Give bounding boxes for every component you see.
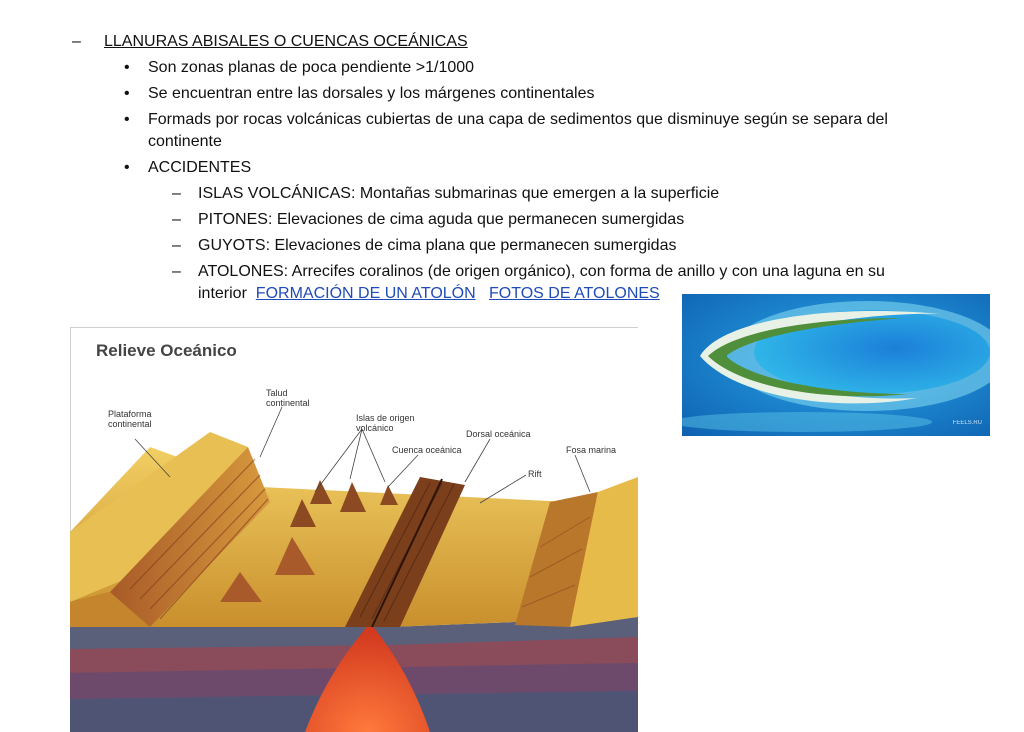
atoll-image — [682, 294, 990, 436]
bullet-item: Se encuentran entre las dorsales y los márgenes continentales — [148, 85, 595, 102]
label-fosa: Fosa marina — [566, 445, 617, 455]
sub-item-prefix: interior — [198, 285, 247, 302]
sub-item: PITONES: Elevaciones de cima aguda que permanecen sumergidas — [198, 211, 685, 228]
link-fotos-atolones[interactable]: FOTOS DE ATOLONES — [489, 285, 660, 302]
link-formacion-atolon[interactable]: FORMACIÓN DE UN ATOLÓN — [255, 285, 476, 302]
bullet-item: Formads por rocas volcánicas cubiertas de una capa de sedimentos que disminuye según se separa del — [148, 111, 888, 128]
relief-illustration — [70, 327, 638, 732]
label-dorsal: Dorsal oceánica — [466, 429, 531, 439]
label-talud: Talud continental — [266, 388, 310, 408]
label-cuenca: Cuenca oceánica — [392, 445, 462, 455]
dash-marker: – — [172, 263, 181, 280]
ocean-relief-diagram — [70, 327, 638, 732]
label-islas: Islas de origen volcánico — [356, 413, 415, 433]
bullet-item: Son zonas planas de poca pendiente >1/1000 — [148, 59, 475, 76]
bullet-item: ACCIDENTES — [148, 159, 252, 176]
section-heading: LLANURAS ABISALES O CUENCAS OCEÁNICAS — [104, 33, 468, 50]
sub-item: GUYOTS: Elevaciones de cima plana que permanecen sumergidas — [198, 237, 677, 254]
bullet-marker: • — [124, 111, 130, 128]
bullet-item-continued: continente — [148, 133, 222, 150]
bullet-marker: • — [124, 59, 130, 76]
atoll-photo — [682, 294, 990, 436]
dash-marker: – — [172, 237, 181, 254]
dash-marker: – — [172, 185, 181, 202]
bullet-marker: • — [124, 85, 130, 102]
sub-item: ATOLONES: Arrecifes coralinos (de origen orgánico), con forma de anillo y con una laguna en su — [198, 263, 885, 280]
label-plataforma: Plataforma continental — [108, 409, 152, 429]
dash-marker: – — [172, 211, 181, 228]
dash-marker: – — [72, 33, 81, 50]
sub-item-continued — [198, 283, 660, 305]
label-rift: Rift — [528, 469, 542, 479]
photo-credit: FEELS.RU — [952, 420, 982, 426]
sub-item: ISLAS VOLCÁNICAS: Montañas submarinas que emergen a la superficie — [198, 185, 720, 202]
figure-title: Relieve Oceánico — [96, 341, 237, 360]
bullet-marker: • — [124, 159, 130, 176]
